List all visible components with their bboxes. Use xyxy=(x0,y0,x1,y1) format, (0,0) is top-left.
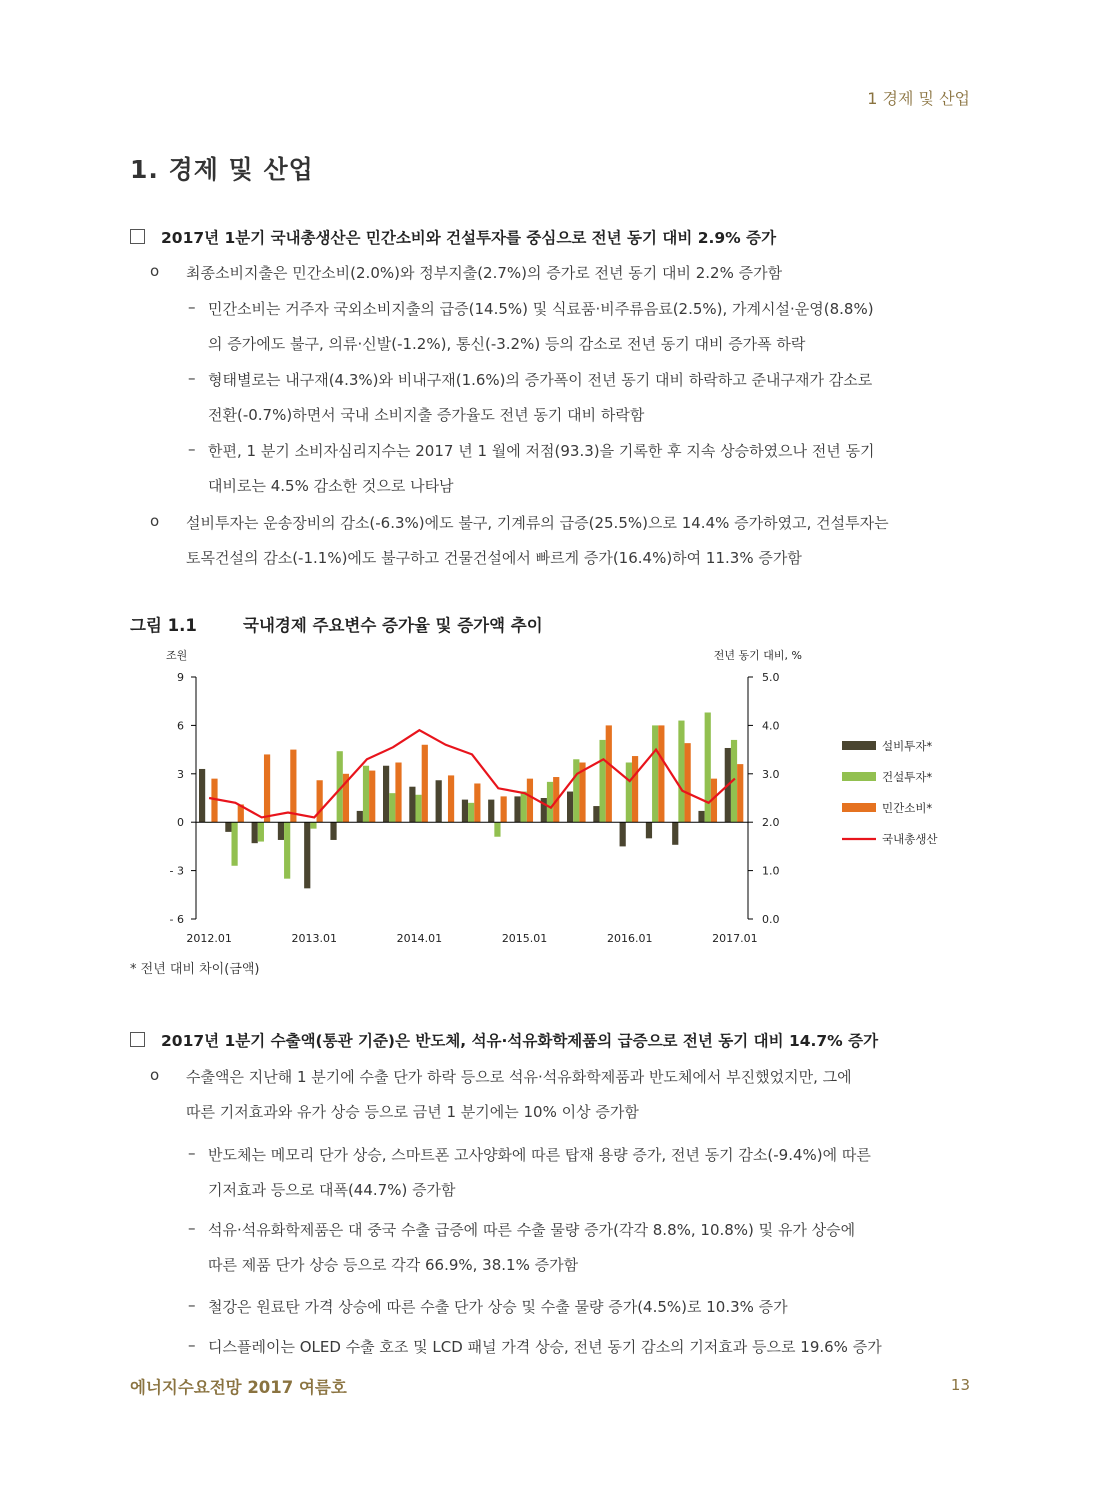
s1-dash3-line1: 한편, 1 분기 소비자심리지수는 2017 년 1 월에 저점(93.3)을 기록한 후 지속 상승하였으나 전년 동기 xyxy=(208,442,875,460)
x-tick-label: 2014.01 xyxy=(396,932,443,945)
x-tick-label: 2016.01 xyxy=(606,932,653,945)
bar-construction xyxy=(494,822,500,837)
bar-construction xyxy=(468,803,474,822)
legend-label: 국내총생산 xyxy=(882,832,938,846)
bar-equipment xyxy=(330,822,336,840)
chart-container xyxy=(130,640,970,955)
bar-construction xyxy=(652,725,658,822)
bar-consumption xyxy=(527,779,533,823)
right-tick-label: 1.0 xyxy=(762,864,780,878)
s2-dash3: 철강은 원료탄 가격 상승에 따른 수출 단가 상승 및 수출 물량 증가(4.5%)로 10.3% 증가 xyxy=(208,1298,788,1316)
s1-dash1-line1: 민간소비는 거주자 국외소비지출의 급증(14.5%) 및 식료품·비주류음료(2.5%), 가계시설·운영(8.8%) xyxy=(208,300,874,318)
s2-dash2-line1: 석유·석유화학제품은 대 중국 수출 급증에 따른 수출 물량 증가(각각 8.8%, 10.8%) 및 유가 상승에 xyxy=(208,1221,856,1239)
right-tick-label: 0.0 xyxy=(762,913,780,926)
right-tick-label: 5.0 xyxy=(762,671,780,684)
x-tick-label: 2012.01 xyxy=(186,932,232,945)
circle-bullet-icon: ο xyxy=(150,262,160,280)
bar-equipment xyxy=(409,787,415,822)
checkbox-square-icon xyxy=(130,229,145,244)
s1-dash1-line2: 의 증가에도 불구, 의류·신발(-1.2%), 통신(-3.2%) 등의 감소로 전년 동기 대비 증가폭 하락 xyxy=(208,335,806,353)
bar-equipment xyxy=(225,822,231,832)
s2-paragraph-1-line2: 따른 기저효과와 유가 상승 등으로 금년 1 분기에는 10% 이상 증가함 xyxy=(186,1103,639,1121)
bar-construction xyxy=(258,822,264,841)
legend-swatch xyxy=(842,803,876,812)
bar-equipment xyxy=(278,822,284,840)
bar-consumption xyxy=(264,754,270,822)
left-axis-label: 조원 xyxy=(166,649,188,662)
bar-construction xyxy=(363,766,369,822)
s1-dash2-line1: 형태별로는 내구재(4.3%)와 비내구재(1.6%)의 증가폭이 전년 동기 대비 하락하고 준내구재가 감소로 xyxy=(208,371,873,389)
left-tick-label: - 3 xyxy=(169,864,184,878)
bar-consumption xyxy=(658,725,664,822)
bar-construction xyxy=(547,782,553,822)
legend-label: 건설투자* xyxy=(882,770,933,784)
bar-equipment xyxy=(252,822,258,843)
bar-construction xyxy=(573,759,579,822)
right-tick-label: 3.0 xyxy=(762,767,780,781)
section1-heading-text: 2017년 1분기 국내총생산은 민간소비와 건설투자를 중심으로 전년 동기 대비 2.9% 증가 xyxy=(161,229,777,247)
bar-consumption xyxy=(395,763,401,823)
section-title: 1. 경제 및 산업 xyxy=(130,155,314,184)
right-axis-label: 전년 동기 대비, % xyxy=(713,649,802,662)
bar-construction xyxy=(284,822,290,878)
bar-consumption xyxy=(474,783,480,822)
checkbox-square-icon xyxy=(130,1032,145,1047)
left-tick-label: 6 xyxy=(177,719,184,733)
section2-heading-text: 2017년 1분기 수출액(통관 기준)은 반도체, 석유·석유화학제품의 급증으로 전년 동기 대비 14.7% 증가 xyxy=(161,1032,879,1050)
bar-construction xyxy=(678,721,684,823)
bar-equipment xyxy=(620,822,626,846)
right-tick-label: 2.0 xyxy=(762,816,780,830)
s1-paragraph-2-line2: 토목건설의 감소(-1.1%)에도 불구하고 건물건설에서 빠르게 증가(16.4%)하여 11.3% 증가함 xyxy=(186,549,802,567)
bar-equipment xyxy=(357,811,363,822)
footer-title: 에너지수요전망 2017 여름호 xyxy=(130,1378,347,1397)
bar-equipment xyxy=(698,811,704,822)
s2-dash1-line2: 기저효과 등으로 대폭(44.7%) 증가함 xyxy=(208,1181,456,1199)
bar-equipment xyxy=(514,796,520,822)
bar-construction xyxy=(626,763,632,823)
bar-construction xyxy=(231,822,237,866)
bar-equipment xyxy=(436,780,442,822)
left-tick-label: 3 xyxy=(177,767,184,781)
bar-equipment xyxy=(646,822,652,838)
s2-dash4: 디스플레이는 OLED 수출 호조 및 LCD 패널 가격 상승, 전년 동기 감소의 기저효과 등으로 19.6% 증가 xyxy=(208,1338,882,1356)
right-tick-label: 4.0 xyxy=(762,719,780,733)
bar-equipment xyxy=(567,792,573,823)
bar-consumption xyxy=(448,775,454,822)
bar-equipment xyxy=(593,806,599,822)
bar-construction xyxy=(521,792,527,823)
bar-equipment xyxy=(672,822,678,845)
dash-bullet-icon: – xyxy=(188,1296,196,1314)
bar-consumption xyxy=(606,725,612,822)
legend-swatch xyxy=(842,772,876,781)
legend-swatch xyxy=(842,741,876,750)
bar-consumption xyxy=(501,796,507,822)
s1-dash3-line2: 대비로는 4.5% 감소한 것으로 나타남 xyxy=(208,477,454,495)
bar-equipment xyxy=(383,766,389,822)
figure-label: 그림 1.1 xyxy=(130,616,197,635)
bar-construction xyxy=(415,795,421,822)
dash-bullet-icon: – xyxy=(188,1219,196,1237)
left-tick-label: 9 xyxy=(177,671,184,684)
bar-consumption xyxy=(737,764,743,822)
circle-bullet-icon: ο xyxy=(150,512,160,530)
bar-consumption xyxy=(422,745,428,822)
bar-consumption xyxy=(632,756,638,822)
dash-bullet-icon: – xyxy=(188,298,196,316)
bar-construction xyxy=(310,822,316,828)
x-tick-label: 2017.01 xyxy=(712,932,758,945)
bar-equipment xyxy=(304,822,310,888)
bar-consumption xyxy=(369,771,375,823)
dash-bullet-icon: – xyxy=(188,1144,196,1162)
section1-heading xyxy=(130,226,776,248)
dash-bullet-icon: – xyxy=(188,440,196,458)
s1-dash2-line2: 전환(-0.7%)하면서 국내 소비지출 증가율도 전년 동기 대비 하락함 xyxy=(208,406,645,424)
bar-equipment xyxy=(199,769,205,822)
chart-svg xyxy=(130,640,970,955)
circle-bullet-icon: ο xyxy=(150,1066,160,1084)
bar-consumption xyxy=(685,743,691,822)
x-tick-label: 2013.01 xyxy=(291,932,338,945)
bar-construction xyxy=(389,793,395,822)
x-tick-label: 2015.01 xyxy=(501,932,548,945)
running-head: 1 경제 및 산업 xyxy=(867,89,970,108)
s2-dash1-line1: 반도체는 메모리 단가 상승, 스마트폰 고사양화에 따른 탑재 용량 증가, 전년 동기 감소(-9.4%)에 따른 xyxy=(208,1146,871,1164)
legend-label: 설비투자* xyxy=(882,739,933,753)
s2-paragraph-1-line1: 수출액은 지난해 1 분기에 수출 단가 하락 등으로 석유·석유화학제품과 반도체에서 부진했었지만, 그에 xyxy=(186,1068,852,1086)
section2-heading xyxy=(130,1029,878,1051)
figure-title: 국내경제 주요변수 증가율 및 증가액 추이 xyxy=(243,616,543,635)
bar-consumption xyxy=(290,750,296,823)
bar-equipment xyxy=(462,800,468,823)
bar-construction xyxy=(705,712,711,822)
s2-dash2-line2: 따른 제품 단가 상승 등으로 각각 66.9%, 38.1% 증가함 xyxy=(208,1256,579,1274)
s1-paragraph-1: 최종소비지출은 민간소비(2.0%)와 정부지출(2.7%)의 증가로 전년 동기 대비 2.2% 증가함 xyxy=(186,264,783,282)
dash-bullet-icon: – xyxy=(188,1336,196,1354)
dash-bullet-icon: – xyxy=(188,369,196,387)
legend-label: 민간소비* xyxy=(882,801,933,815)
bar-consumption xyxy=(317,780,323,822)
bar-construction xyxy=(599,740,605,822)
bar-equipment xyxy=(488,800,494,823)
left-tick-label: 0 xyxy=(177,816,184,830)
page-number: 13 xyxy=(950,1376,970,1394)
left-tick-label: - 6 xyxy=(169,913,184,926)
figure-note: * 전년 대비 차이(금액) xyxy=(130,962,260,977)
s1-paragraph-2-line1: 설비투자는 운송장비의 감소(-6.3%)에도 불구, 기계류의 급증(25.5%)으로 14.4% 증가하였고, 건설투자는 xyxy=(186,514,889,532)
